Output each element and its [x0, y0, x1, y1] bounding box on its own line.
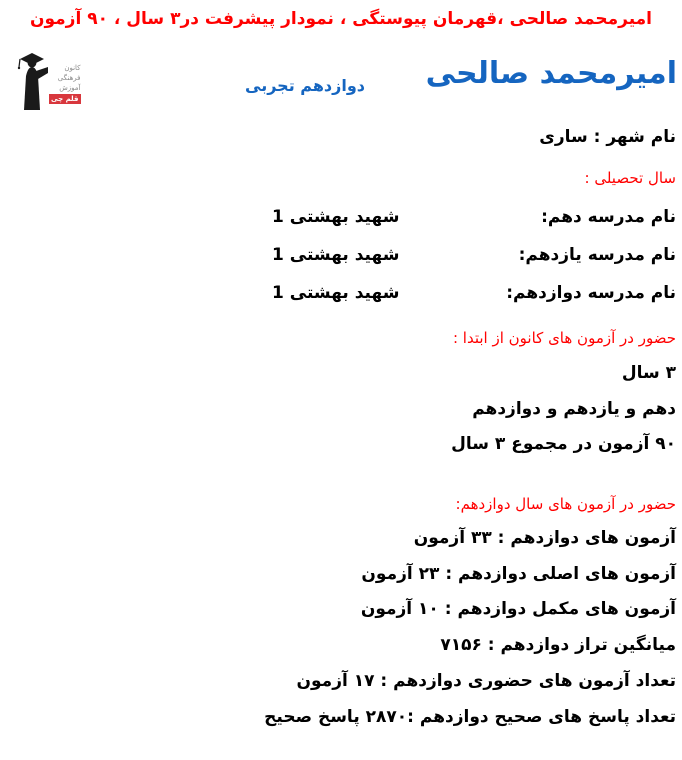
- kanoon-logo-text: [49, 63, 81, 104]
- logo-org-line: فرهنگی: [57, 74, 81, 83]
- kanoon-logo: [16, 50, 80, 116]
- logo-org-line: آموزش: [59, 84, 81, 93]
- student-name: امیرمحمد صالحی: [425, 56, 677, 91]
- school-grade12-label: نام مدرسه دوازدهم:: [506, 283, 676, 303]
- attendance-grade12-line: آزمون های دوازدهم : ۳۳ آزمون: [413, 528, 676, 548]
- attendance-grade12-header: حضور در آزمون های سال دوازدهم:: [455, 495, 676, 513]
- school-grade12-row: [272, 283, 676, 304]
- attendance-grade12-line: آزمون های مکمل دوازدهم : ۱۰ آزمون: [360, 599, 676, 619]
- school-grade11-value: شهید بهشتی 1: [272, 245, 400, 265]
- student-grade-major: دوازدهم تجربی: [245, 76, 365, 95]
- logo-org-line: کانون: [64, 64, 81, 72]
- attendance-overall-line: ۳ سال: [621, 363, 676, 383]
- school-grade11-label: نام مدرسه یازدهم:: [518, 245, 676, 265]
- school-grade10-row: [272, 207, 676, 228]
- school-grade12-value: شهید بهشتی 1: [272, 283, 400, 303]
- logo-badge: قلم چی: [51, 95, 79, 104]
- school-grade11-row: [272, 245, 676, 266]
- school-grade10-label: نام مدرسه دهم:: [541, 207, 676, 227]
- attendance-overall-header: حضور در آزمون های کانون از ابتدا :: [452, 329, 676, 347]
- attendance-grade12-line: آزمون های اصلی دوازدهم : ۲۳ آزمون: [361, 564, 676, 584]
- attendance-grade12-line: میانگین تراز دوازدهم : ۷۱۵۶: [440, 635, 676, 655]
- school-grade10-value: شهید بهشتی 1: [272, 207, 400, 227]
- attendance-overall-line: دهم و یازدهم و دوازدهم: [472, 399, 676, 419]
- report-title: امیرمحمد صالحی ،قهرمان پیوستگی ، نمودار پیشرفت در۳ سال ، ۹۰ آزمون: [29, 9, 652, 29]
- attendance-grade12-line: تعداد آزمون های حضوری دوازدهم : ۱۷ آزمون: [296, 671, 676, 691]
- attendance-grade12-line: تعداد پاسخ های صحیح دوازدهم :۲۸۷۰ پاسخ صحیح: [264, 707, 676, 727]
- graduate-figure-icon: [16, 50, 48, 112]
- city-row: نام شهر : ساری: [539, 127, 676, 147]
- academic-year-label: سال تحصیلی :: [584, 169, 676, 187]
- attendance-overall-line: ۹۰ آزمون در مجموع ۳ سال: [451, 434, 676, 454]
